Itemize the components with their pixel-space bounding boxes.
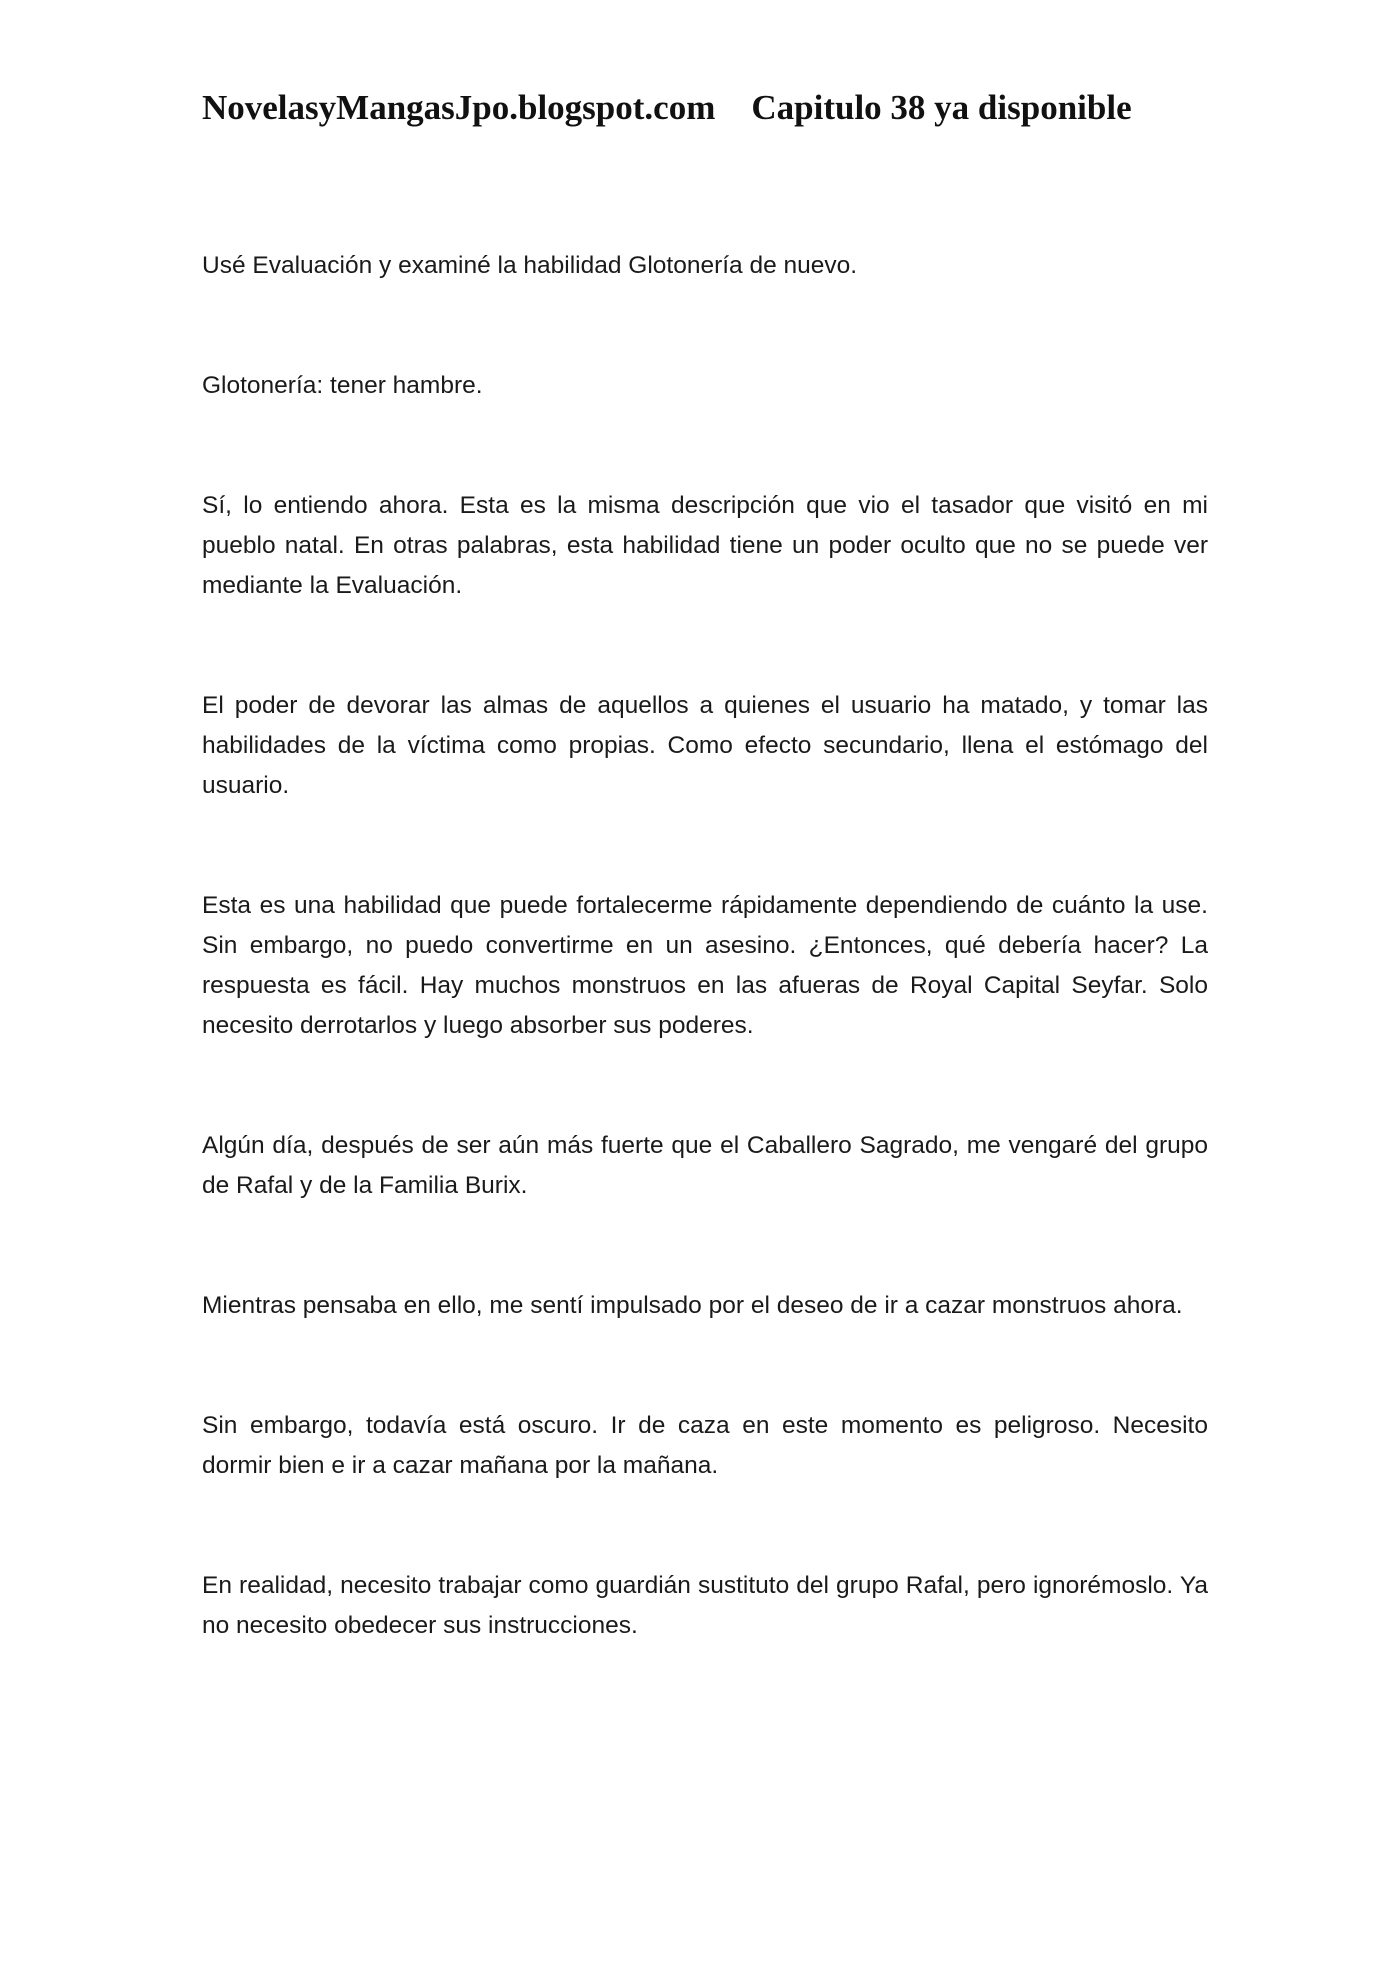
paragraph: Usé Evaluación y examiné la habilidad Glotonería de nuevo.: [202, 252, 858, 279]
paragraph: Algún día, después de ser aún más fuerte que el Caballero Sagrado, me vengaré del grupo de Rafal y de la Familia Burix.: [202, 1132, 1208, 1199]
paragraph: Mientras pensaba en ello, me sentí impulsado por el deseo de ir a cazar monstruos ahora.: [202, 1292, 1183, 1319]
paragraph: En realidad, necesito trabajar como guardián sustituto del grupo Rafal, pero ignorémoslo. Ya no necesito obedecer sus instrucciones.: [202, 1572, 1208, 1639]
page-header: [202, 84, 1202, 132]
paragraph: Sí, lo entiendo ahora. Esta es la misma descripción que vio el tasador que visitó en mi pueblo natal. En otras palabras, esta habilidad tiene un poder oculto que no se puede ver mediante la Evaluación.: [202, 492, 1208, 599]
paragraph: Glotonería: tener hambre.: [202, 372, 483, 399]
document-body: [202, 246, 1208, 1646]
header-chapter-notice: Capitulo 38 ya disponible: [751, 88, 1132, 127]
paragraph: Esta es una habilidad que puede fortalecerme rápidamente dependiendo de cuánto la use. Sin embargo, no puedo convertirme en un asesino. ¿Entonces, qué debería hacer? La respuesta es fácil. Hay muchos monstruos en las afueras de Royal Capital Seyfar. Solo necesito derrotarlos y luego absorber sus poderes.: [202, 892, 1208, 1039]
paragraph: Sin embargo, todavía está oscuro. Ir de caza en este momento es peligroso. Necesito dormir bien e ir a cazar mañana por la mañana.: [202, 1412, 1208, 1479]
paragraph: El poder de devorar las almas de aquellos a quienes el usuario ha matado, y tomar las habilidades de la víctima como propias. Como efecto secundario, llena el estómago del usuario.: [202, 692, 1208, 799]
header-site-name: NovelasyMangasJpo.blogspot.com: [202, 88, 716, 127]
